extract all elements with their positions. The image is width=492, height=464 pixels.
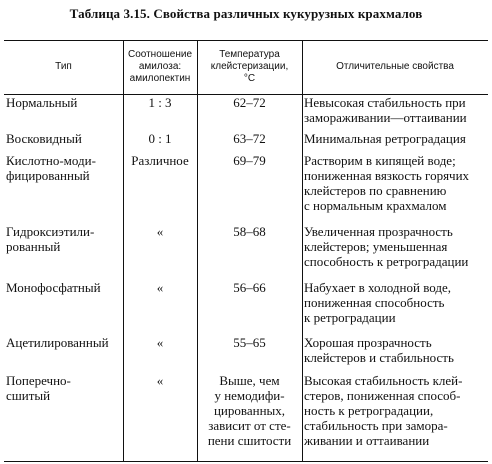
cell-type: Восковидный <box>6 131 82 146</box>
cell-temperature: 58–68 <box>233 224 266 239</box>
cell-type: Ацетилированный <box>6 335 109 350</box>
header-type: Тип <box>55 61 72 72</box>
cell-type: Гидроксиэтили- рованный <box>6 224 95 254</box>
cell-properties: Минимальная ретроградация <box>304 131 466 146</box>
cell-temperature: Выше, чем у немодифи- цированных, зависит от сте- пени сшитости <box>207 373 292 448</box>
cell-ratio: « <box>156 224 164 239</box>
cell-ratio: « <box>156 335 164 350</box>
cell-type: Нормальный <box>6 95 78 110</box>
cell-temperature: 69–79 <box>233 153 266 168</box>
cell-ratio: « <box>156 373 164 388</box>
header-temperature: Температура клейстеризации, °С <box>210 49 289 84</box>
cell-temperature: 55–65 <box>233 335 266 350</box>
column-divider <box>302 40 303 461</box>
cell-temperature: 62–72 <box>233 95 266 110</box>
cell-type: Монофосфатный <box>6 280 101 295</box>
header-properties: Отличительные свойства <box>336 61 454 72</box>
cell-type: Поперечно- сшитый <box>6 373 71 403</box>
cell-ratio: 1 : 3 <box>148 95 172 110</box>
header-ratio: Соотношение амилоза: амилопектин <box>127 49 193 84</box>
cell-temperature: 56–66 <box>233 280 266 295</box>
cell-ratio: Различное <box>131 153 189 168</box>
table-caption: Таблица 3.15. Свойства различных кукурузных крахмалов <box>69 6 423 21</box>
cell-properties: Невысокая стабильность при замораживании—оттаивании <box>304 95 467 125</box>
cell-properties: Растворим в кипящей воде; пониженная вязкость горячих клейстеров по сравнению с нормальным крахмалом <box>304 153 470 213</box>
cell-properties: Увеличенная прозрачность клейстеров; уменьшенная способность к ретроградации <box>304 224 469 269</box>
cell-ratio: « <box>156 280 164 295</box>
table-top-rule <box>4 40 488 41</box>
cell-ratio: 0 : 1 <box>148 131 172 146</box>
cell-type: Кислотно-моди- фицированный <box>6 153 96 183</box>
cell-properties: Набухает в холодной воде, пониженная способность к ретроградации <box>304 280 451 325</box>
cell-temperature: 63–72 <box>233 131 266 146</box>
cell-properties: Высокая стабильность клей- стеров, пониженная способ- ность к ретроградации, стабильность при замора- живании и оттаивании <box>304 373 463 448</box>
table-bottom-rule <box>4 461 488 462</box>
cell-properties: Хорошая прозрачность клейстеров и стабильность <box>304 335 454 365</box>
